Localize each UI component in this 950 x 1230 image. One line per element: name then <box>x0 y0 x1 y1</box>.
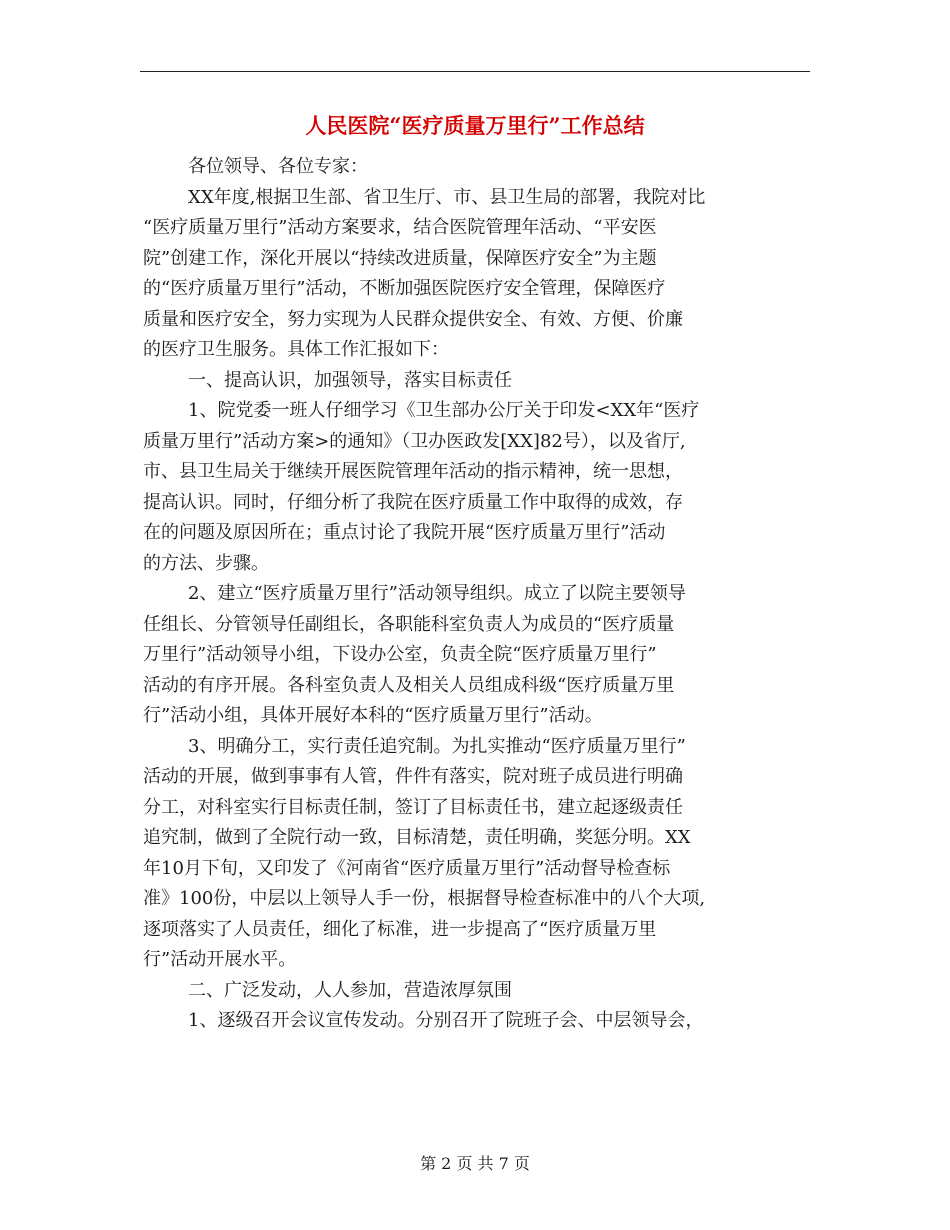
text-line: XX年度,根据卫生部、省卫生厅、市、县卫生局的部署，我院对比 <box>188 186 706 208</box>
document-body <box>143 152 823 1037</box>
text-line: 活动的开展，做到事事有人管，件件有落实，院对班子成员进行明确 <box>143 766 683 787</box>
text-line: 各位领导、各位专家： <box>188 156 368 177</box>
text-line: 万里行”活动领导小组，下设办公室，负责全院“医疗质量万里行” <box>143 644 657 665</box>
text-line: 的方法、步骤。 <box>143 552 269 574</box>
text-line: 1、院党委一班人仔细学习《卫生部办公厅关于印发<XX年“医疗 <box>188 400 700 421</box>
text-line: 准》100份，中层以上领导人手一份，根据督导检查标准中的八个大项, <box>143 888 706 909</box>
text-line: 行”活动小组，具体开展好本科的“医疗质量万里行”活动。 <box>143 705 603 726</box>
text-line: 年10月下旬，又印发了《河南省“医疗质量万里行”活动督导检查标 <box>143 857 671 879</box>
document-title: 人民医院“医疗质量万里行”工作总结 <box>305 113 645 138</box>
text-line: 院”创建工作，深化开展以“持续改进质量，保障医疗安全”为主题 <box>143 247 657 269</box>
page-footer: 第 2 页 共 7 页 <box>420 1154 530 1173</box>
text-line: 市、县卫生局关于继续开展医院管理年活动的指示精神，统一思想， <box>143 461 683 482</box>
text-line: 活动的有序开展。各科室负责人及相关人员组成科级“医疗质量万里 <box>143 674 675 696</box>
text-line: 提高认识。同时，仔细分析了我院在医疗质量工作中取得的成效，存 <box>143 491 683 513</box>
text-line: 二、广泛发动，人人参加，营造浓厚氛围 <box>188 979 512 1001</box>
text-line: 质量和医疗安全，努力实现为人民群众提供安全、有效、方便、价廉 <box>143 308 683 330</box>
text-line: 3、明确分工，实行责任追究制。为扎实推动“医疗质量万里行” <box>188 735 686 757</box>
text-line: 在的问题及原因所在；重点讨论了我院开展“医疗质量万里行”活动 <box>143 522 666 543</box>
text-line: 1、逐级召开会议宣传发动。分别召开了院班子会、中层领导会， <box>188 1010 704 1031</box>
header-rule <box>140 71 810 72</box>
text-line: 2、建立“医疗质量万里行”活动领导组织。成立了以院主要领导 <box>188 583 686 604</box>
text-line: 逐项落实了人员责任，细化了标准，进一步提高了“医疗质量万里 <box>143 918 657 940</box>
text-line: 一、提高认识，加强领导，落实目标责任 <box>188 369 512 391</box>
text-line: 质量万里行”活动方案>的通知》（卫办医政发[XX]82号），以及省厅, <box>143 430 686 452</box>
text-line: 追究制，做到了全院行动一致，目标清楚，责任明确，奖惩分明。XX <box>143 827 691 848</box>
text-line: 任组长、分管领导任副组长，各职能科室负责人为成员的“医疗质量 <box>143 613 675 635</box>
text-line: “医疗质量万里行”活动方案要求，结合医院管理年活动、“平安医 <box>143 217 657 238</box>
text-line: 行”活动开展水平。 <box>143 949 297 970</box>
text-line: 的医疗卫生服务。具体工作汇报如下： <box>143 339 449 360</box>
text-line: 分工，对科室实行目标责任制，签订了目标责任书，建立起逐级责任 <box>143 796 683 818</box>
text-line: 的“医疗质量万里行”活动，不断加强医院医疗安全管理，保障医疗 <box>143 278 666 299</box>
